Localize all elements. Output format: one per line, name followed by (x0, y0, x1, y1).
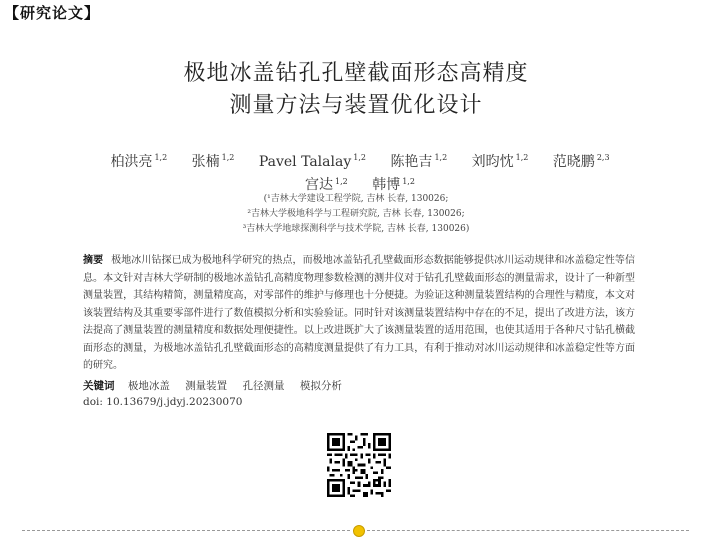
author-name: 范晓鹏 (552, 153, 595, 170)
keywords (83, 378, 354, 393)
paper-title (0, 58, 712, 122)
keyword: 模拟分析 (299, 380, 342, 392)
author-affiliation-sup: 1,2 (335, 176, 348, 186)
author (553, 154, 610, 170)
author-name: Pavel Talalay (258, 153, 352, 170)
affiliation-line: ³吉林大学地球探测科学与技术学院, 吉林 长春, 130026) (242, 224, 470, 234)
qr-code (327, 433, 391, 497)
abstract-text: 极地冰川钻探已成为极地科学研究的热点，而极地冰盖钻孔孔壁截面形态数据能够提供冰川运动规律和冰盖稳定性等信息。本文针对吉林大学研制的极地冰盖钻孔高精度物理参数检测的测井仪对于钻孔孔壁截面形态的测量需求，设计了一种新型测量装置，其结构精简，测量精度高，对零部件的维护与修理也十分便捷。为验证这种测量装置结构的合理性与精度，本文对该装置结构及其重要零部件进行了数值模拟分析和实验验证。同时针对该测量装置结构中存在的不足，提出了改进方法，该方法提高了测量装置的测量精度和数据处理便捷性。以上改进既扩大了该测量装置的适用范围，也使其适用于各种尺寸钻孔横截面形态的测量，为极地冰盖钻孔孔壁截面形态的高精度测量提供了有力工具，有利于推动对冰川运动规律和冰盖稳定性等方面的研究。 (83, 255, 636, 371)
author-name: 张楠 (191, 153, 220, 170)
abstract (83, 252, 635, 375)
footer-divider-right (367, 530, 689, 531)
author-affiliation-sup: 1,2 (221, 153, 235, 162)
abstract-label: 摘要 (83, 255, 104, 266)
author-list (100, 148, 620, 195)
author-affiliation-sup: 2,3 (596, 153, 610, 162)
author (259, 154, 366, 170)
qr-finder-top-right (373, 433, 391, 451)
author-name: 陈艳吉 (390, 153, 433, 170)
keyword: 孔径测量 (242, 380, 285, 392)
footer-divider-left (22, 530, 350, 531)
affiliation-line: ²吉林大学极地科学与工程研究院, 吉林 长春, 130026; (247, 209, 465, 219)
author-name: 韩博 (372, 177, 401, 194)
qr-finder-bottom-left (327, 479, 345, 497)
author (110, 154, 167, 170)
qr-finder-top-left (327, 433, 345, 451)
author-affiliation-sup: 1,2 (353, 153, 366, 162)
author-name: 刘昀忱 (471, 153, 514, 170)
doi-link[interactable]: doi: 10.13679/j.jdyj.20230070 (83, 396, 243, 408)
keywords-label: 关键词 (83, 380, 115, 392)
author (372, 177, 415, 193)
author-affiliation-sup: 1,2 (402, 176, 415, 186)
section-tag: 【研究论文】 (4, 4, 101, 22)
author (390, 154, 447, 170)
author-name: 宫达 (305, 177, 334, 194)
author-affiliation-sup: 1,2 (515, 153, 529, 162)
affiliations (0, 192, 712, 237)
title-line-2: 测量方法与装置优化设计 (229, 93, 483, 118)
affiliation-line: (¹吉林大学建设工程学院, 吉林 长春, 130026; (263, 194, 449, 204)
author (192, 154, 235, 170)
divider-dot-icon (353, 525, 365, 537)
author (305, 177, 348, 193)
title-line-1: 极地冰盖钻孔孔壁截面形态高精度 (183, 61, 529, 86)
keyword: 极地冰盖 (127, 380, 170, 392)
keyword: 测量装置 (185, 380, 228, 392)
author-affiliation-sup: 1,2 (434, 153, 448, 162)
author (472, 154, 529, 170)
author-affiliation-sup: 1,2 (154, 153, 168, 162)
author-name: 柏洪亮 (110, 153, 153, 170)
